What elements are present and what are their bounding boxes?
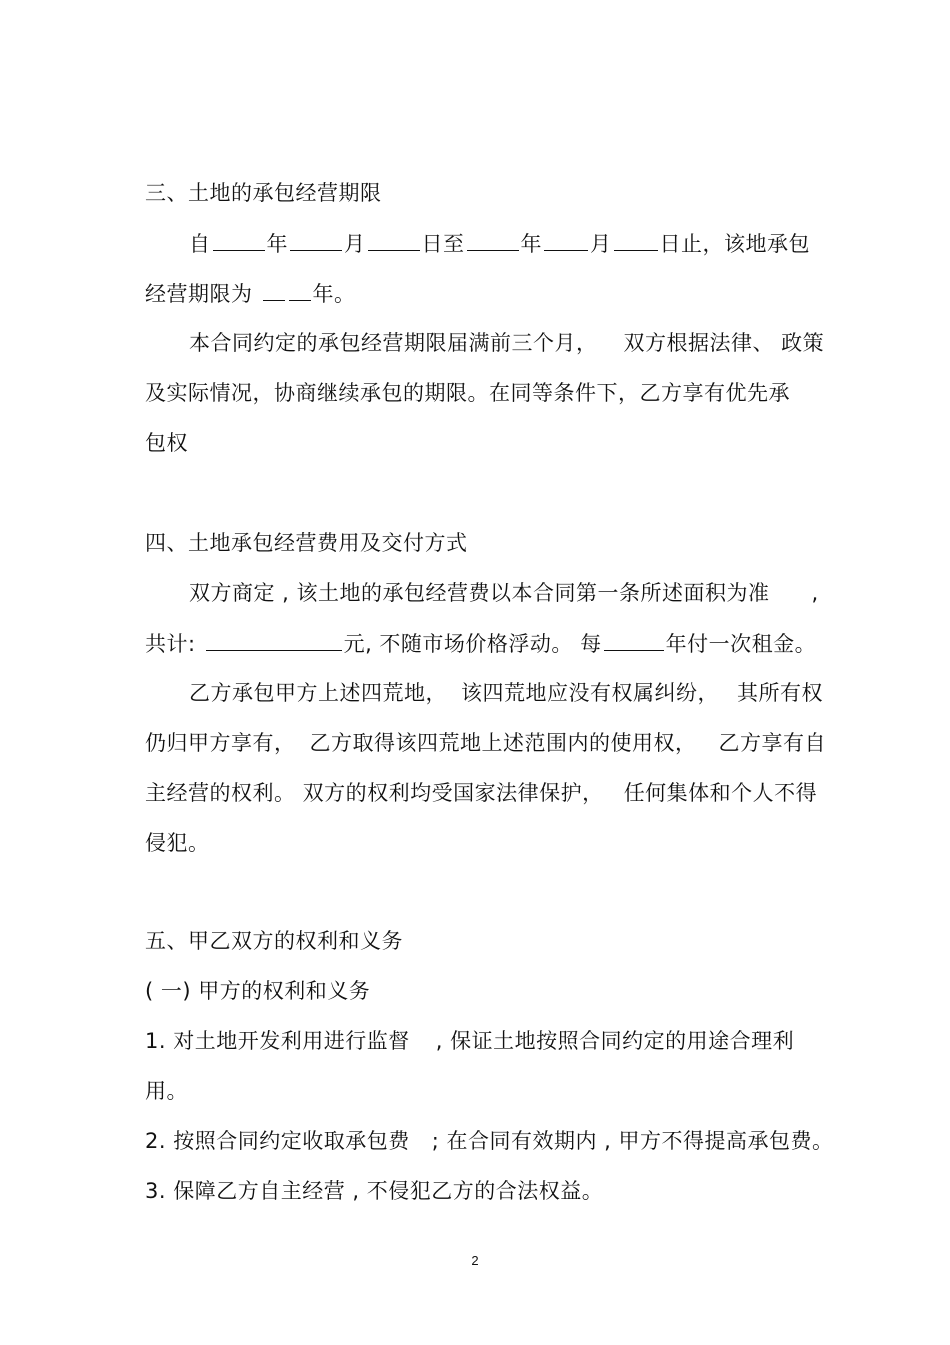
- fee-comma: ,: [811, 581, 819, 605]
- fee-text-c: 年付一次租金。: [665, 632, 817, 656]
- section5-subheading: ( 一) 甲方的权利和义务: [145, 979, 371, 1003]
- fee-line-1: [189, 580, 819, 606]
- contract-period-line-2: [145, 280, 356, 307]
- section3-heading: 三、土地的承包经营期限: [145, 181, 382, 205]
- blank-end-month: [544, 230, 588, 251]
- word-day-to: 日至: [421, 232, 465, 256]
- renewal-line-2: 及实际情况，协商继续承包的期限。在同等条件下，乙方享有优先承: [145, 381, 790, 405]
- word-from: 自: [189, 232, 211, 256]
- blank-term-years-2: [289, 280, 311, 301]
- blank-start-month: [290, 230, 342, 251]
- rights-line-2: [145, 730, 826, 756]
- rights-text-g: 主经营的权利。 双方的权利均受国家法律保护，: [145, 781, 604, 805]
- item-3-line: 3. 保障乙方自主经营 , 不侵犯乙方的合法权益。: [145, 1179, 604, 1203]
- word-year: 年: [520, 232, 542, 256]
- renewal-line-3: 包权: [145, 431, 188, 455]
- rights-text-c: 其所有权: [737, 681, 823, 705]
- item-1-text-a: 1. 对土地开发利用进行监督: [145, 1029, 410, 1053]
- blank-term-years-1: [263, 280, 285, 301]
- fee-line-2: [145, 630, 816, 657]
- renewal-text-b: 双方根据法律、 政策: [623, 331, 825, 355]
- rights-line-3: [145, 780, 817, 806]
- contract-period-line-1: [189, 230, 810, 257]
- item-2-text-a: 2. 按照合同约定收取承包费: [145, 1129, 410, 1153]
- fee-total-label: 共计:: [145, 632, 196, 656]
- rights-text-d: 仍归甲方享有，: [145, 731, 296, 755]
- section4-heading: 四、土地承包经营费用及交付方式: [145, 531, 468, 555]
- renewal-text-a: 本合同约定的承包经营期限届满前三个月，: [189, 331, 598, 355]
- blank-start-year: [213, 230, 265, 251]
- section5-heading: 五、甲乙双方的权利和义务: [145, 929, 403, 953]
- word-day-end: 日止，该地承包: [659, 232, 810, 256]
- blank-start-day: [368, 230, 420, 251]
- item-1-line-2: 用。: [145, 1079, 188, 1103]
- item-2-text-b: ; 在合同有效期内 , 甲方不得提高承包费。: [431, 1129, 834, 1153]
- renewal-line-1: [189, 330, 824, 356]
- rights-text-e: 乙方取得该四荒地上述范围内的使用权，: [309, 731, 697, 755]
- rights-text-b: 该四荒地应没有权属纠纷，: [461, 681, 719, 705]
- blank-pay-years: [604, 630, 664, 651]
- blank-end-day: [614, 230, 658, 251]
- rights-text-h: 任何集体和个人不得: [623, 781, 818, 805]
- item-2-line: [145, 1128, 834, 1154]
- item-1-line-1: [145, 1028, 794, 1054]
- blank-total-amount: [206, 630, 342, 651]
- word-years: 年。: [312, 282, 356, 306]
- fee-text-a: 双方商定 , 该土地的承包经营费以本合同第一条所述面积为准: [189, 581, 770, 605]
- rights-line-4: 侵犯。: [145, 831, 210, 855]
- rights-text-f: 乙方享有自: [718, 731, 826, 755]
- word-year: 年: [266, 232, 288, 256]
- word-month: 月: [344, 232, 366, 256]
- rights-text-a: 乙方承包甲方上述四荒地，: [189, 681, 447, 705]
- fee-text-b: 元, 不随市场价格浮动。 每: [343, 632, 602, 656]
- item-1-text-b: , 保证土地按照合同约定的用途合理利: [435, 1029, 795, 1053]
- word-term: 经营期限为: [145, 282, 253, 306]
- blank-end-year: [467, 230, 519, 251]
- word-month: 月: [590, 232, 612, 256]
- page-number: 2: [471, 1253, 479, 1268]
- rights-line-1: [189, 680, 823, 706]
